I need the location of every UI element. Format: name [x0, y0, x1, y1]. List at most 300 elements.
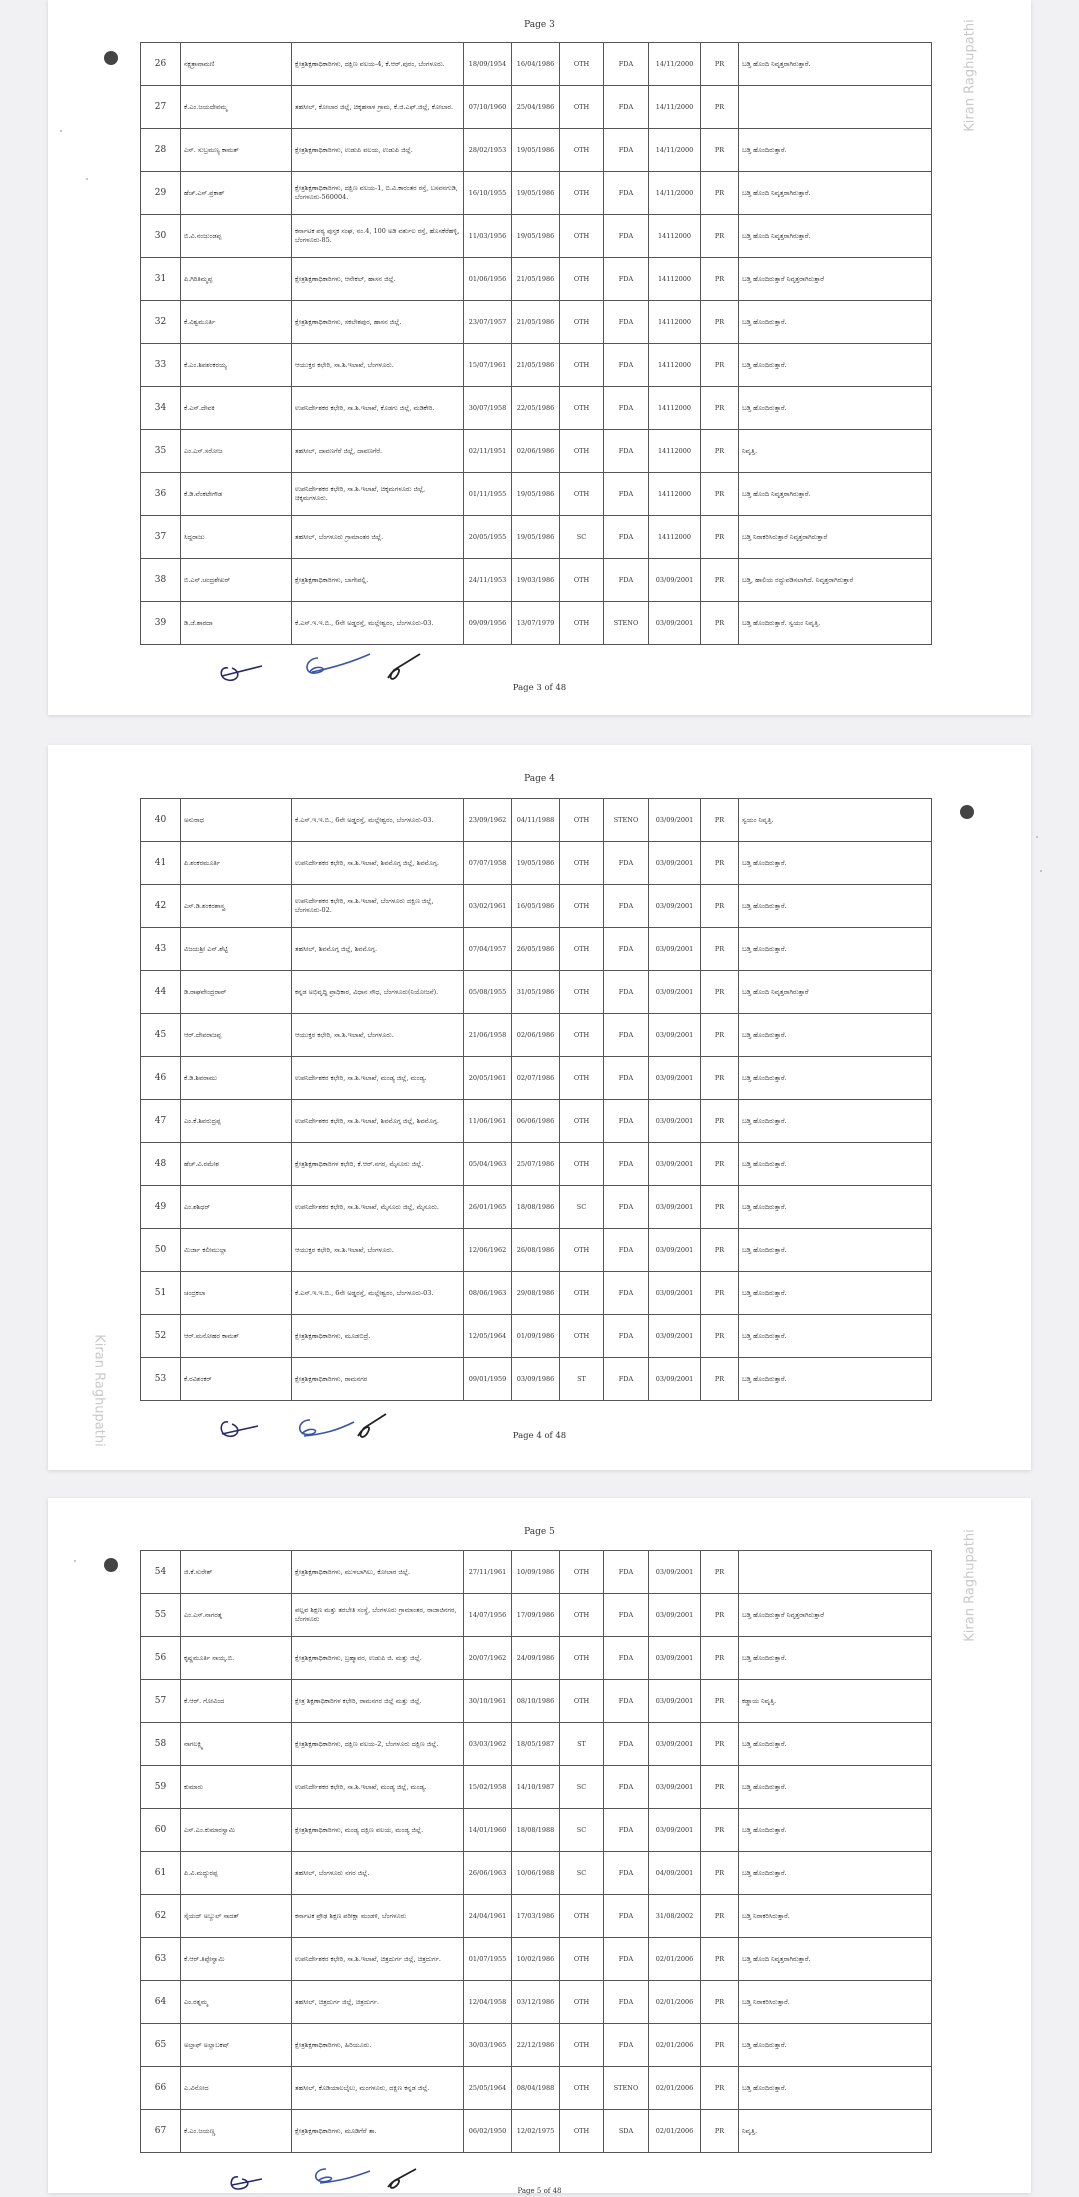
serial-number-cell: 47	[141, 1100, 181, 1143]
office-address-cell: ಕ್ಷೇತ್ರ ಶಿಕ್ಷಣಾಧಿಕಾರಿಗಳ ಕಛೇರಿ, ರಾಮನಗರ ಜಿಲ್ಲೆ ಮತ್ತು ಜಿಲ್ಲೆ.	[292, 1680, 464, 1723]
serial-number-cell: 54	[141, 1551, 181, 1594]
table-row	[141, 43, 932, 86]
serial-number-cell: 60	[141, 1809, 181, 1852]
table-row	[141, 1594, 932, 1637]
promotion-type-cell: PR	[701, 2067, 739, 2110]
post-cell: FDA	[604, 1852, 649, 1895]
table-row	[141, 1895, 932, 1938]
date-of-birth-cell: 28/02/1953	[464, 129, 512, 172]
remarks-cell: ಬಡ್ತಿ ಹೊಂದಿರುತ್ತಾರೆ. ಸ್ವಯಂ ನಿವೃತ್ತಿ.	[739, 602, 932, 645]
table-row	[141, 1551, 932, 1594]
post-cell: FDA	[604, 1895, 649, 1938]
document-page-3	[48, 0, 1031, 715]
serial-number-cell: 56	[141, 1637, 181, 1680]
post-cell: FDA	[604, 559, 649, 602]
post-cell: FDA	[604, 516, 649, 559]
table-row	[141, 301, 932, 344]
remarks-cell: ಬಡ್ತಿ ಹೊಂದಿರುತ್ತಾರೆ.	[739, 928, 932, 971]
office-address-cell: ಕ್ಷೇತ್ರಶಿಕ್ಷಣಾಧಿಕಾರಿಗಳು, ಬ್ರಹ್ಮಾವರ, ಉಡುಪಿ ಜಿ. ಮತ್ತು ಜಿಲ್ಲೆ.	[292, 1637, 464, 1680]
remarks-cell: ಬಡ್ತಿ ಹೊಂದಿ ನಿವೃತ್ತರಾಗಿರುತ್ತಾರೆ.	[739, 172, 932, 215]
promotion-date-cell: 14112000	[649, 258, 701, 301]
table-row	[141, 1014, 932, 1057]
serial-number-cell: 57	[141, 1680, 181, 1723]
promotion-type-cell: PR	[701, 1680, 739, 1723]
date-of-joining-cell: 21/05/1986	[512, 344, 560, 387]
category-cell: OTH	[560, 559, 604, 602]
employee-name-cell: ಕೆ.ಆರ್. ಗೋವಿಂದ	[181, 1680, 292, 1723]
post-cell: SDA	[604, 2110, 649, 2153]
promotion-date-cell: 03/09/2001	[649, 1186, 701, 1229]
office-address-cell: ಕ್ಷೇತ್ರಶಿಕ್ಷಣಾಧಿಕಾರಿಗಳು, ಬಾಗೇಪಲ್ಲಿ.	[292, 559, 464, 602]
employee-name-cell: ಎಂ.ಎಸ್.ಸರೋಜ	[181, 430, 292, 473]
promotion-type-cell: PR	[701, 215, 739, 258]
promotion-date-cell: 14/11/2000	[649, 43, 701, 86]
category-cell: OTH	[560, 2067, 604, 2110]
date-of-birth-cell: 09/09/1956	[464, 602, 512, 645]
promotion-date-cell: 03/09/2001	[649, 1637, 701, 1680]
date-of-joining-cell: 26/05/1986	[512, 928, 560, 971]
date-of-joining-cell: 03/12/1986	[512, 1981, 560, 2024]
employee-name-cell: ಪಿ.ಶಂಕರಮೂರ್ತಿ	[181, 842, 292, 885]
date-of-birth-cell: 05/04/1963	[464, 1143, 512, 1186]
scan-speck	[86, 178, 88, 180]
office-address-cell: ಕ್ಷೇತ್ರಶಿಕ್ಷಣಾಧಿಕಾರಿಗಳ ಕಛೇರಿ, ಕೆ.ಆರ್.ನಗರ, ಮೈಸೂರು ಜಿಲ್ಲೆ.	[292, 1143, 464, 1186]
promotion-date-cell: 02/01/2006	[649, 1981, 701, 2024]
employee-name-cell: ಕೆ.ಎಂ.ಜಯಣ್ಣ	[181, 2110, 292, 2153]
promotion-type-cell: PR	[701, 1551, 739, 1594]
post-cell: FDA	[604, 1100, 649, 1143]
employee-name-cell: ಡಿ.ರಾಘವೇಂದ್ರರಾವ್	[181, 971, 292, 1014]
promotion-date-cell: 03/09/2001	[649, 1229, 701, 1272]
date-of-birth-cell: 11/03/1956	[464, 215, 512, 258]
category-cell: OTH	[560, 1057, 604, 1100]
date-of-birth-cell: 24/04/1961	[464, 1895, 512, 1938]
category-cell: OTH	[560, 344, 604, 387]
category-cell: OTH	[560, 1938, 604, 1981]
promotion-type-cell: PR	[701, 885, 739, 928]
employee-name-cell: ಪಿ.ಗಿರಿತಿಮ್ಮಪ್ಪ	[181, 258, 292, 301]
promotion-type-cell: PR	[701, 1057, 739, 1100]
employee-name-cell: ಕೆ.ಎಂ.ಜಯದೇವಮ್ಮ	[181, 86, 292, 129]
office-address-cell: ಕನ್ನಡ ಅಭಿವೃದ್ಧಿ ಪ್ರಾಧಿಕಾರ, ವಿಧಾನ ಸೌಧ, ಬೆಂಗಳೂರು(ನಿಯೋಜನೆ).	[292, 971, 464, 1014]
document-page-4	[48, 745, 1031, 1470]
promotion-type-cell: PR	[701, 473, 739, 516]
table-row	[141, 799, 932, 842]
table-row	[141, 1057, 932, 1100]
serial-number-cell: 29	[141, 172, 181, 215]
serial-number-cell: 41	[141, 842, 181, 885]
remarks-cell: ಬಡ್ತಿ ಹೊಂದಿರುತ್ತಾರೆ.	[739, 1637, 932, 1680]
promotion-type-cell: PR	[701, 516, 739, 559]
promotion-date-cell: 14112000	[649, 387, 701, 430]
post-cell: FDA	[604, 215, 649, 258]
employee-name-cell: ಕೆ.ಆರ್.ತಿಪ್ಪೇಸ್ವಾಮಿ	[181, 1938, 292, 1981]
serial-number-cell: 51	[141, 1272, 181, 1315]
promotion-date-cell: 02/01/2006	[649, 1938, 701, 1981]
date-of-joining-cell: 18/08/1988	[512, 1809, 560, 1852]
date-of-birth-cell: 12/05/1964	[464, 1315, 512, 1358]
remarks-cell: ಬಡ್ತಿ ಹೊಂದಿರುತ್ತಾರೆ.	[739, 1358, 932, 1401]
serial-number-cell: 32	[141, 301, 181, 344]
category-cell: OTH	[560, 258, 604, 301]
serial-number-cell: 58	[141, 1723, 181, 1766]
remarks-cell: ಬಡ್ತಿ, ಹಾಲಿಯ ರದ್ದುಪಡಿಸಲಾಗಿದೆ. ನಿವೃತ್ತರಾಗಿರುತ್ತಾರೆ	[739, 559, 932, 602]
post-cell: FDA	[604, 430, 649, 473]
office-address-cell: ಕ್ಷೇತ್ರಶಿಕ್ಷಣಾಧಿಕಾರಿಗಳು, ಮುಳಬಾಗಿಲು, ಕೋಲಾರ ಜಿಲ್ಲೆ.	[292, 1551, 464, 1594]
table-row	[141, 1852, 932, 1895]
page-header: Page 4	[524, 774, 555, 784]
promotion-date-cell: 03/09/2001	[649, 559, 701, 602]
date-of-joining-cell: 10/06/1988	[512, 1852, 560, 1895]
promotion-date-cell: 14/11/2000	[649, 172, 701, 215]
table-row	[141, 258, 932, 301]
date-of-birth-cell: 07/04/1957	[464, 928, 512, 971]
register-table	[140, 1550, 932, 2153]
promotion-date-cell: 03/09/2001	[649, 885, 701, 928]
promotion-type-cell: PR	[701, 344, 739, 387]
table-row	[141, 1143, 932, 1186]
date-of-birth-cell: 01/07/1955	[464, 1938, 512, 1981]
date-of-birth-cell: 20/05/1961	[464, 1057, 512, 1100]
category-cell: OTH	[560, 1637, 604, 1680]
date-of-birth-cell: 15/07/1961	[464, 344, 512, 387]
post-cell: FDA	[604, 1272, 649, 1315]
promotion-type-cell: PR	[701, 172, 739, 215]
promotion-date-cell: 02/01/2006	[649, 2024, 701, 2067]
promotion-date-cell: 03/09/2001	[649, 1594, 701, 1637]
office-address-cell: ಉಪನಿರ್ದೇಶಕರ ಕಛೇರಿ, ಸಾ.ಶಿ.ಇಲಾಖೆ, ಬೆಂಗಳೂರು ದಕ್ಷಿಣ ಜಿಲ್ಲೆ, ಬೆಂಗಳೂರು-02.	[292, 885, 464, 928]
post-cell: FDA	[604, 86, 649, 129]
date-of-joining-cell: 03/09/1986	[512, 1358, 560, 1401]
employee-name-cell: ಕೆ.ರವಿಶಂಕರ್	[181, 1358, 292, 1401]
category-cell: SC	[560, 1809, 604, 1852]
serial-number-cell: 46	[141, 1057, 181, 1100]
remarks-cell: ಬಡ್ತಿ ಹೊಂದಿರುತ್ತಾರೆ.	[739, 1809, 932, 1852]
date-of-joining-cell: 04/11/1988	[512, 799, 560, 842]
category-cell: OTH	[560, 1229, 604, 1272]
employee-name-cell: ಸೈಯದ್ ಅಬ್ದುಲ್ ಸಾದತ್	[181, 1895, 292, 1938]
remarks-cell	[739, 1551, 932, 1594]
date-of-birth-cell: 21/06/1958	[464, 1014, 512, 1057]
date-of-joining-cell: 17/03/1986	[512, 1895, 560, 1938]
office-address-cell: ಕೆ.ಎಸ್.ಇ.ಇ.ಬಿ., 6ನೇ ಅಡ್ಡರಸ್ತೆ, ಮಲ್ಲೇಶ್ವರಂ, ಬೆಂಗಳೂರು-03.	[292, 602, 464, 645]
page-header: Page 5	[524, 1527, 555, 1537]
category-cell: OTH	[560, 799, 604, 842]
employee-name-cell: ಅನುರಾಧ	[181, 799, 292, 842]
date-of-birth-cell: 18/09/1954	[464, 43, 512, 86]
post-cell: FDA	[604, 473, 649, 516]
table-row	[141, 1358, 932, 1401]
post-cell: FDA	[604, 1014, 649, 1057]
promotion-date-cell: 14112000	[649, 430, 701, 473]
date-of-birth-cell: 07/07/1958	[464, 842, 512, 885]
remarks-cell	[739, 86, 932, 129]
office-address-cell: ಕರ್ನಾಟಕ ಪಠ್ಯ ಪುಸ್ತಕ ಸಂಘ, ನಂ.4, 100 ಅಡಿ ವರ್ತುಲ ರಸ್ತೆ, ಹೊಸಕೆರೆಹಳ್ಳಿ, ಬೆಂಗಳೂರು-85.	[292, 215, 464, 258]
promotion-date-cell: 04/09/2001	[649, 1852, 701, 1895]
office-address-cell: ಕೆ.ಎಸ್.ಇ.ಇ.ಬಿ., 6ನೇ ಅಡ್ಡರಸ್ತೆ, ಮಲ್ಲೇಶ್ವರಂ, ಬೆಂಗಳೂರು-03.	[292, 799, 464, 842]
post-cell: FDA	[604, 1680, 649, 1723]
promotion-type-cell: PR	[701, 1229, 739, 1272]
remarks-cell: ಬಡ್ತಿ ಹೊಂದಿ ನಿವೃತ್ತರಾಗಿರುತ್ತಾರೆ.	[739, 473, 932, 516]
remarks-cell: ಬಡ್ತಿ ಹೊಂದಿರುತ್ತಾರೆ.	[739, 1315, 932, 1358]
remarks-cell: ಬಡ್ತಿ ಹೊಂದಿರುತ್ತಾರೆ.	[739, 2024, 932, 2067]
employee-name-cell: ಎ.ವಿನೋದ	[181, 2067, 292, 2110]
category-cell: OTH	[560, 1315, 604, 1358]
remarks-cell: ಬಡ್ತಿ ಹೊಂದಿರುತ್ತಾರೆ ನಿವೃತ್ತರಾಗಿರುತ್ತಾರೆ	[739, 1594, 932, 1637]
promotion-date-cell: 03/09/2001	[649, 842, 701, 885]
office-address-cell: ಕ್ಷೇತ್ರಶಿಕ್ಷಣಾಧಿಕಾರಿಗಳು, ದಕ್ಷಿಣ ವಲಯ-2, ಬೆಂಗಳೂರು ದಕ್ಷಿಣ ಜಿಲ್ಲೆ.	[292, 1723, 464, 1766]
promotion-type-cell: PR	[701, 1358, 739, 1401]
office-address-cell: ಉಪನಿರ್ದೇಶಕರ ಕಛೇರಿ, ಸಾ.ಶಿ.ಇಲಾಖೆ, ಚಿಕ್ಕಮಗಳೂರು ಜಿಲ್ಲೆ, ಚಿಕ್ಕಮಗಳೂರು.	[292, 473, 464, 516]
employee-name-cell: ಮಿರ್ಜಾ ಕಲೀಮುಲ್ಲಾ	[181, 1229, 292, 1272]
serial-number-cell: 28	[141, 129, 181, 172]
employee-name-cell: ವಿಜಯಶ್ರೀ ಎನ್.ಶೆಟ್ಟಿ	[181, 928, 292, 971]
serial-number-cell: 30	[141, 215, 181, 258]
table-row	[141, 1637, 932, 1680]
date-of-birth-cell: 26/01/1965	[464, 1186, 512, 1229]
employee-name-cell: ಎಸ್. ಸುಬ್ರಮಣ್ಯ ಕಾಮತ್	[181, 129, 292, 172]
serial-number-cell: 62	[141, 1895, 181, 1938]
serial-number-cell: 37	[141, 516, 181, 559]
remarks-cell: ಬಡ್ತಿ ಹೊಂದಿರುತ್ತಾರೆ.	[739, 2067, 932, 2110]
serial-number-cell: 66	[141, 2067, 181, 2110]
remarks-cell: ನಿವೃತ್ತಿ.	[739, 2110, 932, 2153]
date-of-birth-cell: 05/08/1955	[464, 971, 512, 1014]
remarks-cell: ಕಡ್ಡಾಯ ನಿವೃತ್ತಿ.	[739, 1680, 932, 1723]
serial-number-cell: 44	[141, 971, 181, 1014]
office-address-cell: ಆಯುಕ್ತರ ಕಛೇರಿ, ಸಾ.ಶಿ.ಇಲಾಖೆ, ಬೆಂಗಳೂರು.	[292, 1014, 464, 1057]
promotion-date-cell: 03/09/2001	[649, 1723, 701, 1766]
category-cell: OTH	[560, 1143, 604, 1186]
serial-number-cell: 42	[141, 885, 181, 928]
promotion-date-cell: 03/09/2001	[649, 1680, 701, 1723]
serial-number-cell: 27	[141, 86, 181, 129]
office-address-cell: ತಹಸೀಲ್, ದಾವಣಗೆರೆ ಜಿಲ್ಲೆ, ದಾವಣಗೆರೆ.	[292, 430, 464, 473]
post-cell: FDA	[604, 885, 649, 928]
promotion-date-cell: 03/09/2001	[649, 928, 701, 971]
remarks-cell: ಬಡ್ತಿ ಹೊಂದಿರುತ್ತಾರೆ.	[739, 885, 932, 928]
date-of-birth-cell: 14/01/1960	[464, 1809, 512, 1852]
watermark-text: Kiran Raghupathi	[91, 1334, 107, 1447]
post-cell: FDA	[604, 1551, 649, 1594]
serial-number-cell: 45	[141, 1014, 181, 1057]
remarks-cell: ಬಡ್ತಿ ಹೊಂದಿರುತ್ತಾರೆ.	[739, 1186, 932, 1229]
office-address-cell: ಆಯುಕ್ತರ ಕಛೇರಿ, ಸಾ.ಶಿ.ಇಲಾಖೆ, ಬೆಂಗಳೂರು.	[292, 344, 464, 387]
employee-name-cell: ಅಲ್ತಾಫ್ ಅಲ್ಲಾಬಕಷ್	[181, 2024, 292, 2067]
employee-name-cell: ಹೆಚ್.ವಿ.ರಮೇಶ	[181, 1143, 292, 1186]
category-cell: OTH	[560, 1680, 604, 1723]
serial-number-cell: 61	[141, 1852, 181, 1895]
category-cell: SC	[560, 1766, 604, 1809]
remarks-cell: ಬಡ್ತಿ ಹೊಂದಿರುತ್ತಾರೆ.	[739, 387, 932, 430]
office-address-cell: ಕ್ಷೇತ್ರಶಿಕ್ಷಣಾಧಿಕಾರಿಗಳು, ಮೂಡಬಿದ್ರೆ.	[292, 1315, 464, 1358]
office-address-cell: ಕೆ.ಎಸ್.ಇ.ಇ.ಬಿ., 6ನೇ ಅಡ್ಡರಸ್ತೆ, ಮಲ್ಲೇಶ್ವರಂ, ಬೆಂಗಳೂರು-03.	[292, 1272, 464, 1315]
office-address-cell: ಉಪನಿರ್ದೇಶಕರ ಕಛೇರಿ, ಸಾ.ಶಿ.ಇಲಾಖೆ, ಶಿವಮೊಗ್ಗ ಜಿಲ್ಲೆ, ಶಿವಮೊಗ್ಗ.	[292, 842, 464, 885]
table-row	[141, 1229, 932, 1272]
date-of-birth-cell: 12/06/1962	[464, 1229, 512, 1272]
promotion-date-cell: 03/09/2001	[649, 1272, 701, 1315]
post-cell: FDA	[604, 1143, 649, 1186]
date-of-joining-cell: 17/09/1986	[512, 1594, 560, 1637]
post-cell: FDA	[604, 258, 649, 301]
date-of-joining-cell: 18/05/1987	[512, 1723, 560, 1766]
office-address-cell: ಉಪನಿರ್ದೇಶಕರ ಕಛೇರಿ, ಸಾ.ಶಿ.ಇಲಾಖೆ, ಮಂಡ್ಯ ಜಿಲ್ಲೆ, ಮಂಡ್ಯ.	[292, 1766, 464, 1809]
table-row	[141, 172, 932, 215]
post-cell: FDA	[604, 842, 649, 885]
table-row	[141, 2024, 932, 2067]
office-address-cell: ತಹಸೀಲ್, ಕೋಲಾರ ಜಿಲ್ಲೆ, ಚಿಕ್ಕಹಸಾಳ ಗ್ರಾಮ, ಕೆ.ಜಿ.ಎಫ್.ಜಿಲ್ಲೆ, ಕೋಲಾರ.	[292, 86, 464, 129]
post-cell: FDA	[604, 387, 649, 430]
post-cell: FDA	[604, 2024, 649, 2067]
promotion-type-cell: PR	[701, 559, 739, 602]
promotion-type-cell: PR	[701, 2110, 739, 2153]
post-cell: FDA	[604, 928, 649, 971]
promotion-date-cell: 03/09/2001	[649, 1551, 701, 1594]
category-cell: OTH	[560, 2024, 604, 2067]
employee-name-cell: ಸಿದ್ದರಾಜು	[181, 516, 292, 559]
remarks-cell: ಬಡ್ತಿ ಹೊಂದಿರುತ್ತಾರೆ.	[739, 842, 932, 885]
date-of-birth-cell: 30/07/1958	[464, 387, 512, 430]
office-address-cell: ತಹಸೀಲ್, ಬೆಂಗಳೂರು ನಗರ ಜಿಲ್ಲೆ.	[292, 1852, 464, 1895]
table-row	[141, 473, 932, 516]
remarks-cell: ಬಡ್ತಿ ನಿರಾಕರಿಸಿರುತ್ತಾರೆ.	[739, 1895, 932, 1938]
watermark-text: Kiran Raghupathi	[962, 1529, 978, 1642]
promotion-date-cell: 14/11/2000	[649, 86, 701, 129]
office-address-cell: ಕ್ಷೇತ್ರಶಿಕ್ಷಣಾಧಿಕಾರಿಗಳು, ಆನೇಕಲ್, ಹಾಸನ ಜಿಲ್ಲೆ.	[292, 258, 464, 301]
serial-number-cell: 64	[141, 1981, 181, 2024]
date-of-birth-cell: 14/07/1956	[464, 1594, 512, 1637]
page-footer: Page 5 of 48	[517, 2187, 562, 2195]
remarks-cell: ಬಡ್ತಿ ಹೊಂದಿರುತ್ತಾರೆ.	[739, 1143, 932, 1186]
table-row	[141, 86, 932, 129]
remarks-cell: ಬಡ್ತಿ ಹೊಂದಿ ನಿವೃತ್ತರಾಗಿರುತ್ತಾರೆ.	[739, 43, 932, 86]
employee-name-cell: ಹೆಚ್.ಎಸ್.ಪ್ರಕಾಶ್	[181, 172, 292, 215]
category-cell: ST	[560, 1723, 604, 1766]
table-row	[141, 430, 932, 473]
date-of-joining-cell: 26/08/1986	[512, 1229, 560, 1272]
post-cell: FDA	[604, 1229, 649, 1272]
employee-name-cell: ಕೆ.ಡಿ.ವೆಂಕಟೇಗೌಡ	[181, 473, 292, 516]
table-row	[141, 1766, 932, 1809]
serial-number-cell: 67	[141, 2110, 181, 2153]
post-cell: FDA	[604, 1723, 649, 1766]
promotion-date-cell: 14112000	[649, 215, 701, 258]
promotion-type-cell: PR	[701, 602, 739, 645]
table-row	[141, 387, 932, 430]
office-address-cell: ಉಪನಿರ್ದೇಶಕರ ಕಛೇರಿ, ಸಾ.ಶಿ.ಇಲಾಖೆ, ಕೊಡಗು ಜಿಲ್ಲೆ, ಮಡಿಕೇರಿ.	[292, 387, 464, 430]
date-of-birth-cell: 01/11/1955	[464, 473, 512, 516]
serial-number-cell: 53	[141, 1358, 181, 1401]
promotion-date-cell: 14112000	[649, 473, 701, 516]
date-of-joining-cell: 02/06/1986	[512, 1014, 560, 1057]
employee-name-cell: ಎಸ್.ಎಂ.ಕುಮಾರಸ್ವಾಮಿ	[181, 1809, 292, 1852]
category-cell: OTH	[560, 129, 604, 172]
page-footer: Page 4 of 48	[512, 1431, 567, 1441]
category-cell: ST	[560, 1358, 604, 1401]
post-cell: STENO	[604, 2067, 649, 2110]
scan-speck	[74, 1560, 76, 1562]
category-cell: OTH	[560, 971, 604, 1014]
employee-name-cell: ಆರ್.ಮನೋಹರ ಕಾಮತ್	[181, 1315, 292, 1358]
promotion-date-cell: 02/01/2006	[649, 2110, 701, 2153]
page-header: Page 3	[524, 20, 555, 30]
remarks-cell: ಬಡ್ತಿ ಹೊಂದಿ ನಿವೃತ್ತರಾಗಿರುತ್ತಾರೆ.	[739, 1938, 932, 1981]
category-cell: OTH	[560, 1895, 604, 1938]
promotion-type-cell: PR	[701, 301, 739, 344]
date-of-joining-cell: 06/06/1986	[512, 1100, 560, 1143]
promotion-type-cell: PR	[701, 2024, 739, 2067]
date-of-joining-cell: 10/09/1986	[512, 1551, 560, 1594]
table-row	[141, 516, 932, 559]
promotion-date-cell: 14112000	[649, 344, 701, 387]
promotion-type-cell: PR	[701, 1594, 739, 1637]
date-of-birth-cell: 30/03/1965	[464, 2024, 512, 2067]
promotion-type-cell: PR	[701, 129, 739, 172]
date-of-joining-cell: 13/07/1979	[512, 602, 560, 645]
post-cell: FDA	[604, 1766, 649, 1809]
office-address-cell: ಕರ್ನಾಟಕ ಪ್ರೌಢ ಶಿಕ್ಷಣ ಪರೀಕ್ಷಾ ಮಂಡಳಿ, ಬೆಂಗಳೂರು	[292, 1895, 464, 1938]
employee-name-cell: ಆರ್.ದೇವರಾಜಪ್ಪ	[181, 1014, 292, 1057]
category-cell: OTH	[560, 172, 604, 215]
category-cell: OTH	[560, 301, 604, 344]
date-of-birth-cell: 11/06/1961	[464, 1100, 512, 1143]
promotion-date-cell: 03/09/2001	[649, 1809, 701, 1852]
date-of-joining-cell: 14/10/1987	[512, 1766, 560, 1809]
date-of-birth-cell: 27/11/1961	[464, 1551, 512, 1594]
date-of-birth-cell: 01/06/1956	[464, 258, 512, 301]
category-cell: OTH	[560, 86, 604, 129]
table-row	[141, 1100, 932, 1143]
scan-speck	[1040, 870, 1042, 872]
category-cell: OTH	[560, 387, 604, 430]
date-of-joining-cell: 18/08/1986	[512, 1186, 560, 1229]
table-row	[141, 344, 932, 387]
office-address-cell: ತಹಸೀಲ್, ಶಿವಮೊಗ್ಗ ಜಿಲ್ಲೆ, ಶಿವಮೊಗ್ಗ.	[292, 928, 464, 971]
date-of-birth-cell: 09/01/1959	[464, 1358, 512, 1401]
office-address-cell: ಕ್ಷೇತ್ರಶಿಕ್ಷಣಾಧಿಕಾರಿಗಳು, ರಾಮನಗರ	[292, 1358, 464, 1401]
promotion-date-cell: 14/11/2000	[649, 129, 701, 172]
promotion-type-cell: PR	[701, 1766, 739, 1809]
promotion-date-cell: 14112000	[649, 301, 701, 344]
employee-name-cell: ಕೃಷ್ಣಮೂರ್ತಿ ನಾಯ್ಕ.ಬಿ.	[181, 1637, 292, 1680]
promotion-type-cell: PR	[701, 1809, 739, 1852]
date-of-joining-cell: 24/09/1986	[512, 1637, 560, 1680]
post-cell: FDA	[604, 1315, 649, 1358]
employee-name-cell: ಎಂ.ಕೆ.ಶಿವರುದ್ರಪ್ಪ	[181, 1100, 292, 1143]
table-row	[141, 1809, 932, 1852]
date-of-joining-cell: 08/04/1988	[512, 2067, 560, 2110]
post-cell: FDA	[604, 1057, 649, 1100]
category-cell: OTH	[560, 842, 604, 885]
register-table	[140, 42, 932, 645]
date-of-joining-cell: 16/05/1986	[512, 885, 560, 928]
remarks-cell: ಬಡ್ತಿ ಹೊಂದಿ ನಿವೃತ್ತರಾಗಿರುತ್ತಾರೆ.	[739, 215, 932, 258]
office-address-cell: ಉಪನಿರ್ದೇಶಕರ ಕಛೇರಿ, ಸಾ.ಶಿ.ಇಲಾಖೆ, ಶಿವಮೊಗ್ಗ ಜಿಲ್ಲೆ, ಶಿವಮೊಗ್ಗ.	[292, 1100, 464, 1143]
post-cell: FDA	[604, 1981, 649, 2024]
employee-name-cell: ನಕ್ಷತ್ರಾವಾಮಣಿ	[181, 43, 292, 86]
post-cell: FDA	[604, 1186, 649, 1229]
office-address-cell: ಕ್ಷೇತ್ರಶಿಕ್ಷಣಾಧಿಕಾರಿಗಳು, ಮೂಡಿಗೆರೆ ತಾ.	[292, 2110, 464, 2153]
remarks-cell: ಬಡ್ತಿ ಹೊಂದಿ ನಿವೃತ್ತರಾಗಿರುತ್ತಾರೆ	[739, 971, 932, 1014]
date-of-joining-cell: 10/02/1986	[512, 1938, 560, 1981]
employee-name-cell: ಕುಮಾರು	[181, 1766, 292, 1809]
date-of-birth-cell: 07/10/1960	[464, 86, 512, 129]
promotion-date-cell: 03/09/2001	[649, 1766, 701, 1809]
promotion-type-cell: PR	[701, 842, 739, 885]
remarks-cell: ಬಡ್ತಿ ಹೊಂದಿರುತ್ತಾರೆ.	[739, 1229, 932, 1272]
post-cell: FDA	[604, 1594, 649, 1637]
office-address-cell: ಆಯುಕ್ತರ ಕಛೇರಿ, ಸಾ.ಶಿ.ಇಲಾಖೆ, ಬೆಂಗಳೂರು.	[292, 1229, 464, 1272]
